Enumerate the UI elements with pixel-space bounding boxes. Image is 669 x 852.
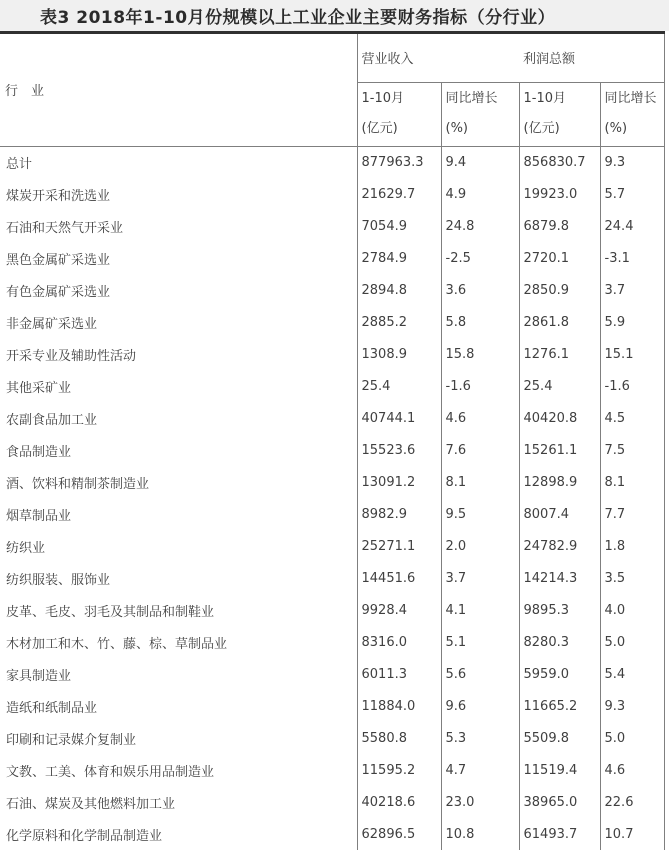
revenue-value-cell: 6011.3 xyxy=(357,658,441,690)
revenue-value-cell: 21629.7 xyxy=(357,178,441,210)
profit-growth-cell: 5.9 xyxy=(600,306,664,338)
profit-value-cell: 5959.0 xyxy=(519,658,600,690)
profit-group-header: 利润总额 xyxy=(519,34,664,82)
profit-value-cell: 1276.1 xyxy=(519,338,600,370)
revenue-value-header-unit: (亿元) xyxy=(361,120,398,136)
revenue-value-cell: 7054.9 xyxy=(357,210,441,242)
profit-growth-header xyxy=(600,82,664,146)
industry-cell: 纺织服装、服饰业 xyxy=(6,572,111,588)
revenue-growth-cell: 5.1 xyxy=(441,626,519,658)
industry-cell: 食品制造业 xyxy=(6,444,72,460)
revenue-value-cell: 1308.9 xyxy=(357,338,441,370)
revenue-group-header: 营业收入 xyxy=(357,34,519,82)
revenue-value-cell: 14451.6 xyxy=(357,562,441,594)
profit-growth-cell: 9.3 xyxy=(600,146,664,178)
industry-cell: 纺织业 xyxy=(6,540,46,556)
profit-growth-cell: 22.6 xyxy=(600,786,664,818)
profit-growth-cell: 7.7 xyxy=(600,498,664,530)
industry-cell: 木材加工和木、竹、藤、棕、草制品业 xyxy=(6,636,228,652)
revenue-value-cell: 40218.6 xyxy=(357,786,441,818)
revenue-value-cell: 2885.2 xyxy=(357,306,441,338)
profit-growth-cell: 5.7 xyxy=(600,178,664,210)
revenue-growth-cell: 3.7 xyxy=(441,562,519,594)
revenue-growth-cell: 15.8 xyxy=(441,338,519,370)
revenue-value-cell: 11595.2 xyxy=(357,754,441,786)
profit-value-cell: 25.4 xyxy=(519,370,600,402)
revenue-growth-cell: 7.6 xyxy=(441,434,519,466)
revenue-growth-header-unit: (%) xyxy=(445,120,468,136)
industry-cell: 黑色金属矿采选业 xyxy=(6,252,111,268)
profit-growth-cell: -3.1 xyxy=(600,242,664,274)
table-row xyxy=(0,786,664,818)
industry-cell: 石油、煤炭及其他燃料加工业 xyxy=(6,796,176,812)
profit-growth-cell: 5.0 xyxy=(600,626,664,658)
table-row xyxy=(0,370,664,402)
financial-indicators-table xyxy=(0,34,665,850)
table-body xyxy=(0,146,664,850)
revenue-value-cell: 11884.0 xyxy=(357,690,441,722)
revenue-value-cell: 15523.6 xyxy=(357,434,441,466)
table-row xyxy=(0,594,664,626)
revenue-value-cell: 2784.9 xyxy=(357,242,441,274)
table-row xyxy=(0,626,664,658)
revenue-growth-cell: 9.6 xyxy=(441,690,519,722)
profit-value-header xyxy=(519,82,600,146)
profit-value-cell: 38965.0 xyxy=(519,786,600,818)
revenue-growth-cell: 4.9 xyxy=(441,178,519,210)
profit-growth-cell: 8.1 xyxy=(600,466,664,498)
profit-value-cell: 5509.8 xyxy=(519,722,600,754)
page-title: 表3 2018年1-10月份规模以上工业企业主要财务指标（分行业） xyxy=(40,8,556,28)
profit-growth-header-label: 同比增长 xyxy=(604,90,657,106)
table-row xyxy=(0,434,664,466)
revenue-value-cell: 25271.1 xyxy=(357,530,441,562)
industry-cell: 家具制造业 xyxy=(6,668,72,684)
revenue-growth-cell: 9.4 xyxy=(441,146,519,178)
industry-cell: 印刷和记录媒介复制业 xyxy=(6,732,137,748)
industry-column-header: 行 业 xyxy=(0,34,357,146)
profit-value-header-unit: (亿元) xyxy=(523,120,560,136)
industry-cell: 烟草制品业 xyxy=(6,508,72,524)
profit-growth-cell: 4.6 xyxy=(600,754,664,786)
profit-growth-cell: 4.0 xyxy=(600,594,664,626)
table-row xyxy=(0,658,664,690)
revenue-growth-cell: 5.8 xyxy=(441,306,519,338)
profit-growth-cell: 24.4 xyxy=(600,210,664,242)
revenue-value-cell: 877963.3 xyxy=(357,146,441,178)
table-title-bar xyxy=(0,0,669,31)
revenue-growth-cell: 4.6 xyxy=(441,402,519,434)
profit-growth-cell: 4.5 xyxy=(600,402,664,434)
revenue-value-cell: 9928.4 xyxy=(357,594,441,626)
profit-value-cell: 2720.1 xyxy=(519,242,600,274)
industry-cell: 总计 xyxy=(6,156,33,172)
profit-value-cell: 19923.0 xyxy=(519,178,600,210)
revenue-value-header-period: 1-10月 xyxy=(361,90,405,106)
revenue-growth-cell: 4.7 xyxy=(441,754,519,786)
industry-cell: 石油和天然气开采业 xyxy=(6,220,124,236)
table-row xyxy=(0,530,664,562)
revenue-growth-cell: 5.6 xyxy=(441,658,519,690)
revenue-value-cell: 8982.9 xyxy=(357,498,441,530)
profit-growth-cell: 3.5 xyxy=(600,562,664,594)
profit-growth-cell: -1.6 xyxy=(600,370,664,402)
industry-cell: 农副食品加工业 xyxy=(6,412,98,428)
table-row xyxy=(0,754,664,786)
revenue-growth-header xyxy=(441,82,519,146)
table-row xyxy=(0,306,664,338)
revenue-growth-cell: 10.8 xyxy=(441,818,519,850)
industry-cell: 文教、工美、体育和娱乐用品制造业 xyxy=(6,764,215,780)
table-row xyxy=(0,402,664,434)
profit-value-cell: 11665.2 xyxy=(519,690,600,722)
industry-cell: 皮革、毛皮、羽毛及其制品和制鞋业 xyxy=(6,604,215,620)
revenue-value-header xyxy=(357,82,441,146)
revenue-growth-cell: -2.5 xyxy=(441,242,519,274)
profit-value-cell: 9895.3 xyxy=(519,594,600,626)
revenue-growth-cell: 9.5 xyxy=(441,498,519,530)
table-row xyxy=(0,242,664,274)
table-row xyxy=(0,690,664,722)
revenue-growth-cell: 24.8 xyxy=(441,210,519,242)
industry-cell: 非金属矿采选业 xyxy=(6,316,98,332)
industry-cell: 有色金属矿采选业 xyxy=(6,284,111,300)
revenue-value-cell: 40744.1 xyxy=(357,402,441,434)
industry-cell: 开采专业及辅助性活动 xyxy=(6,348,137,364)
profit-growth-cell: 3.7 xyxy=(600,274,664,306)
profit-value-cell: 24782.9 xyxy=(519,530,600,562)
revenue-growth-header-label: 同比增长 xyxy=(445,90,498,106)
industry-cell: 酒、饮料和精制茶制造业 xyxy=(6,476,150,492)
profit-value-cell: 856830.7 xyxy=(519,146,600,178)
revenue-growth-cell: 4.1 xyxy=(441,594,519,626)
table-row xyxy=(0,178,664,210)
profit-growth-cell: 1.8 xyxy=(600,530,664,562)
profit-value-cell: 11519.4 xyxy=(519,754,600,786)
profit-value-cell: 6879.8 xyxy=(519,210,600,242)
group-header-row xyxy=(0,34,664,82)
revenue-growth-cell: 23.0 xyxy=(441,786,519,818)
profit-value-cell: 2850.9 xyxy=(519,274,600,306)
profit-growth-header-unit: (%) xyxy=(604,120,628,136)
table-row xyxy=(0,498,664,530)
profit-growth-cell: 7.5 xyxy=(600,434,664,466)
table-row xyxy=(0,146,664,178)
profit-value-cell: 8007.4 xyxy=(519,498,600,530)
profit-value-cell: 2861.8 xyxy=(519,306,600,338)
profit-growth-cell: 5.0 xyxy=(600,722,664,754)
profit-growth-cell: 5.4 xyxy=(600,658,664,690)
table-row xyxy=(0,338,664,370)
revenue-growth-cell: 5.3 xyxy=(441,722,519,754)
table-row xyxy=(0,722,664,754)
profit-value-cell: 15261.1 xyxy=(519,434,600,466)
profit-value-cell: 12898.9 xyxy=(519,466,600,498)
industry-cell: 煤炭开采和洗选业 xyxy=(6,188,111,204)
revenue-growth-cell: 2.0 xyxy=(441,530,519,562)
profit-growth-cell: 10.7 xyxy=(600,818,664,850)
profit-growth-cell: 9.3 xyxy=(600,690,664,722)
profit-value-header-period: 1-10月 xyxy=(523,90,567,106)
industry-cell: 化学原料和化学制品制造业 xyxy=(6,828,163,844)
industry-cell: 其他采矿业 xyxy=(6,380,72,396)
profit-value-cell: 61493.7 xyxy=(519,818,600,850)
table-row xyxy=(0,818,664,850)
table-header xyxy=(0,34,664,146)
revenue-value-cell: 13091.2 xyxy=(357,466,441,498)
revenue-value-cell: 8316.0 xyxy=(357,626,441,658)
revenue-growth-cell: 8.1 xyxy=(441,466,519,498)
revenue-growth-cell: 3.6 xyxy=(441,274,519,306)
table-row xyxy=(0,274,664,306)
industry-cell: 造纸和纸制品业 xyxy=(6,700,98,716)
revenue-value-cell: 5580.8 xyxy=(357,722,441,754)
profit-value-cell: 40420.8 xyxy=(519,402,600,434)
table-row xyxy=(0,562,664,594)
table-row xyxy=(0,210,664,242)
profit-value-cell: 8280.3 xyxy=(519,626,600,658)
revenue-value-cell: 25.4 xyxy=(357,370,441,402)
profit-value-cell: 14214.3 xyxy=(519,562,600,594)
profit-growth-cell: 15.1 xyxy=(600,338,664,370)
revenue-growth-cell: -1.6 xyxy=(441,370,519,402)
table-row xyxy=(0,466,664,498)
revenue-value-cell: 62896.5 xyxy=(357,818,441,850)
revenue-value-cell: 2894.8 xyxy=(357,274,441,306)
